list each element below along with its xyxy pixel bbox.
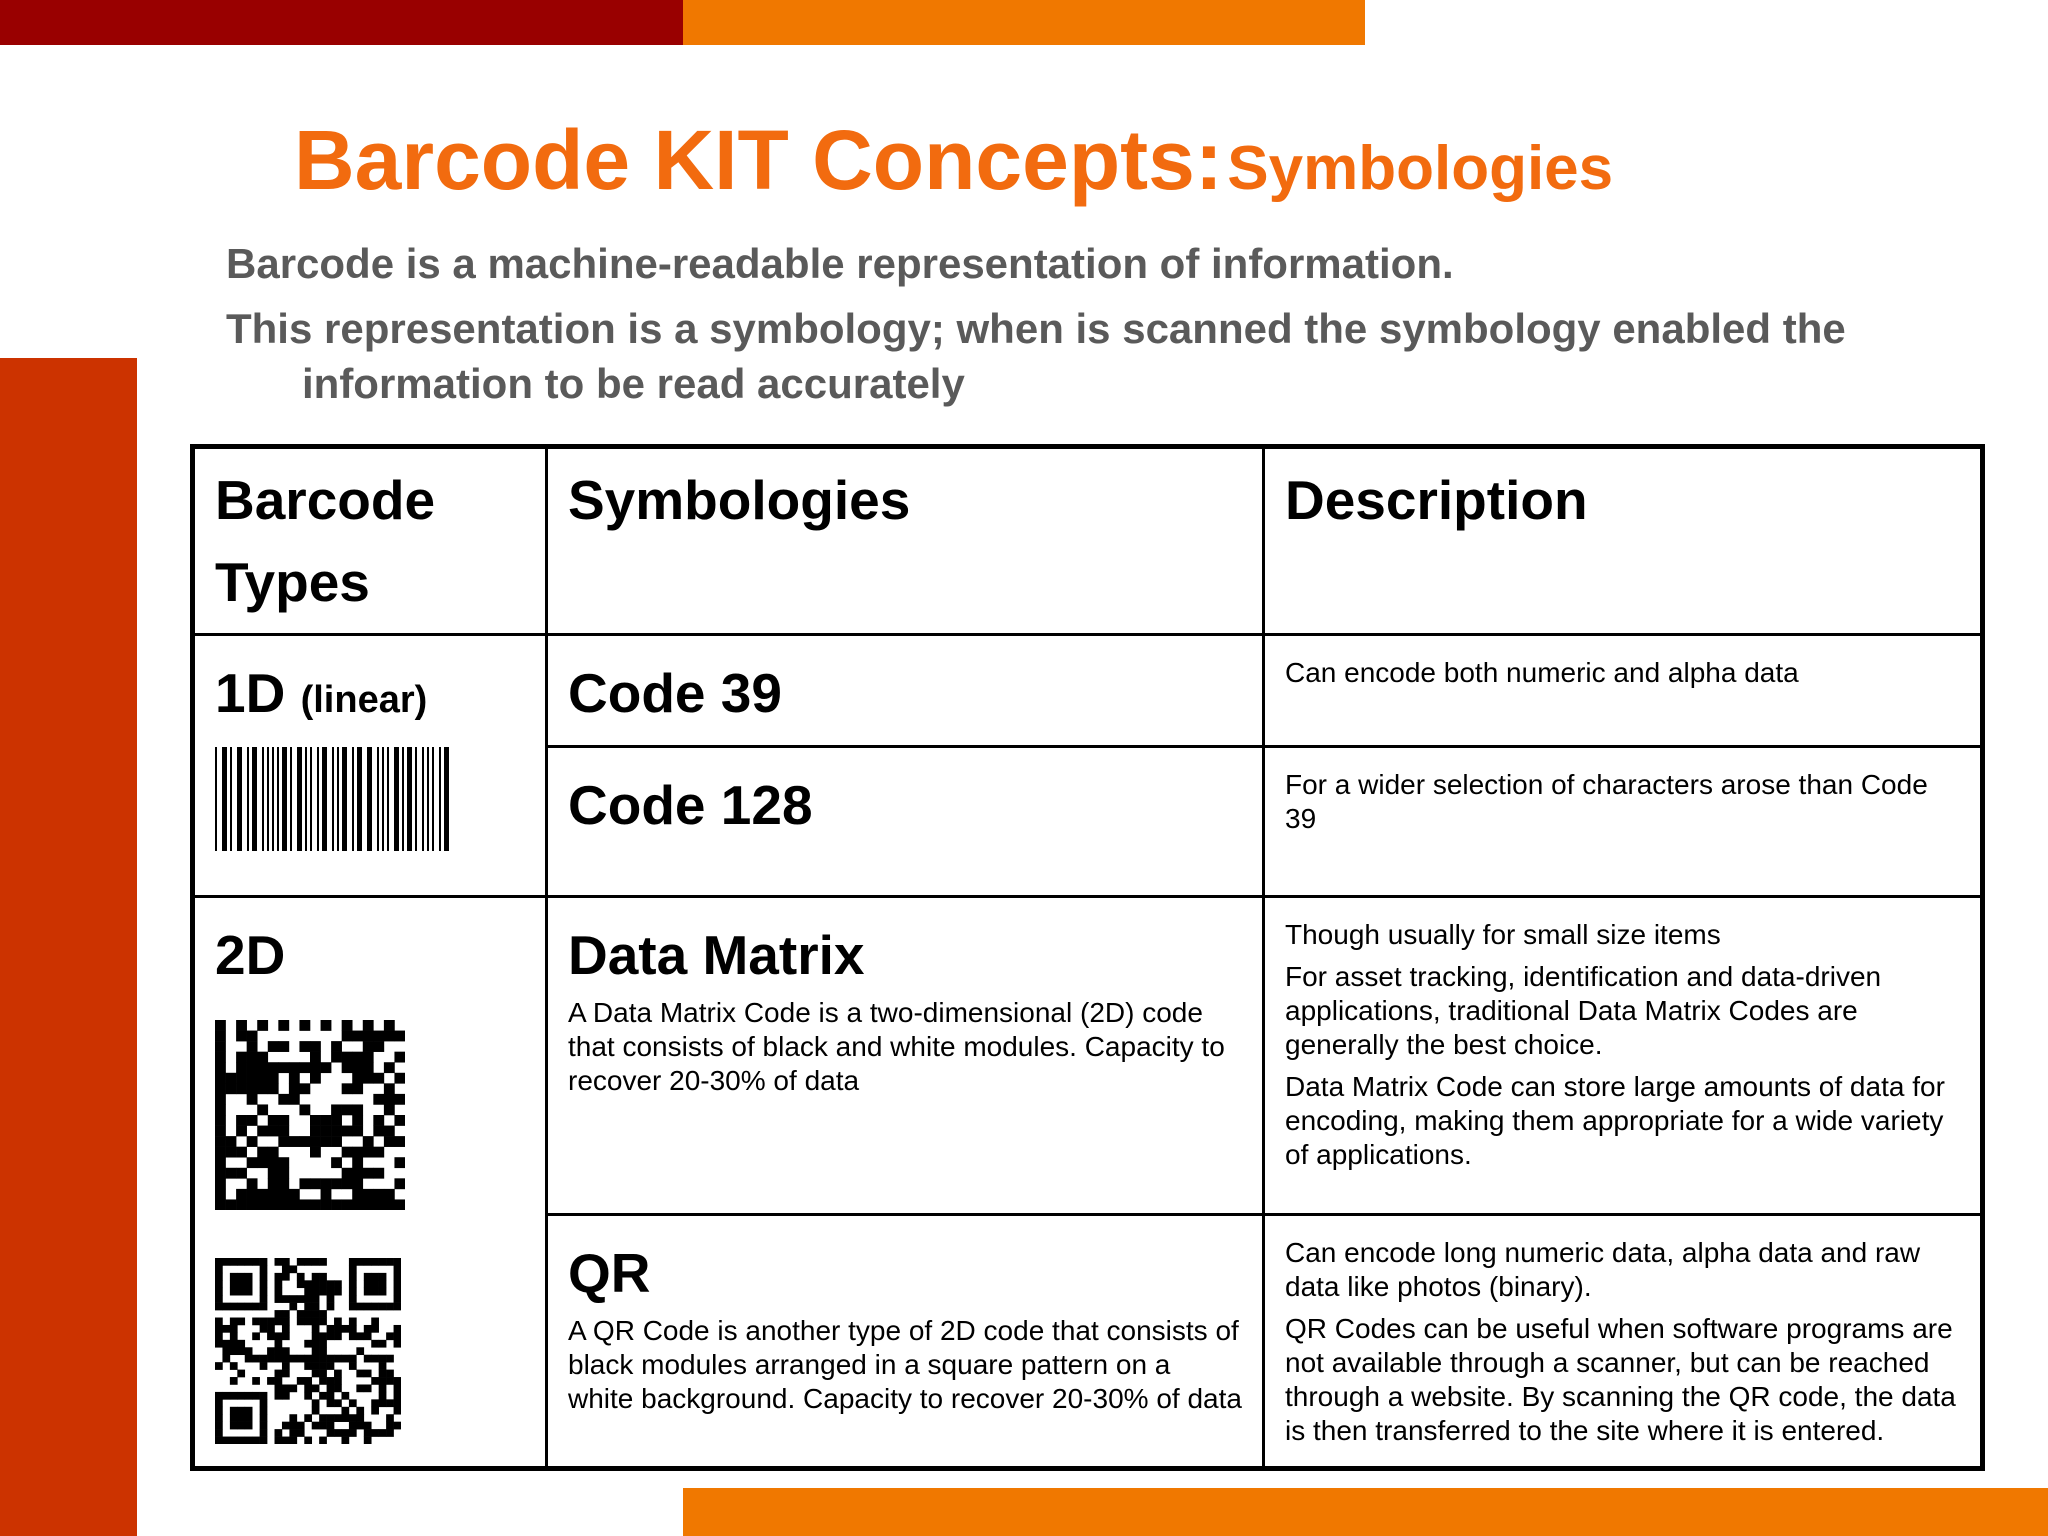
- datamatrix-name: Data Matrix: [568, 924, 865, 986]
- header-description: Description: [1285, 469, 1588, 531]
- symbology-cell-datamatrix: [547, 897, 1264, 1215]
- type-1d-label: [215, 658, 525, 735]
- intro-line-1: Barcode is a machine-readable representation of information.: [226, 240, 1454, 287]
- intro-line-2: This representation is a symbology; when is scanned the symbology enabled the information to be read accurately: [226, 305, 1846, 407]
- type-2d-label: 2D: [215, 924, 286, 986]
- table-row-datamatrix: [193, 897, 1983, 1215]
- code128-name: Code 128: [568, 774, 813, 836]
- datamatrix-symbology-text: A Data Matrix Code is a two-dimensional (2D) code that consists of black and white modules. Capacity to recover 20-30% of data: [568, 997, 1225, 1096]
- qr-description: [1285, 1236, 1960, 1448]
- code128-description: For a wider selection of characters arose than Code 39: [1285, 769, 1928, 834]
- symbologies-table: [190, 444, 1985, 1471]
- symbology-cell-code39: [547, 635, 1264, 747]
- type-1d-note: (linear): [300, 679, 428, 721]
- type-cell-1d: [193, 635, 547, 897]
- left-accent-bar: [0, 358, 137, 1536]
- datamatrix-code-image: [215, 1020, 405, 1210]
- datamatrix-description: [1285, 918, 1960, 1172]
- linear-barcode-image: [215, 747, 451, 851]
- qr-description-line: Can encode long numeric data, alpha data and raw data like photos (binary).: [1285, 1237, 1921, 1302]
- datamatrix-description-line: For asset tracking, identification and data-driven applications, traditional Data Matrix Codes are generally the best choice.: [1285, 961, 1882, 1060]
- intro-text: [226, 236, 2016, 421]
- qr-name: QR: [568, 1242, 651, 1304]
- qr-code-image: [215, 1258, 401, 1444]
- qr-description-line: QR Codes can be useful when software programs are not available through a scanner, but can be reached through a website. By scanning the QR code, the data is then transferred to the site where it is entered.: [1285, 1313, 1956, 1446]
- table-row-code39: [193, 635, 1983, 747]
- type-1d-name: 1D: [215, 662, 286, 724]
- code39-name: Code 39: [568, 662, 782, 724]
- table-header-row: [193, 447, 1983, 635]
- bottom-accent-bar: [683, 1488, 2048, 1536]
- top-accent-bar-orange: [683, 0, 1365, 45]
- description-cell-qr: [1264, 1215, 1983, 1469]
- symbology-cell-qr: [547, 1215, 1264, 1469]
- header-symbologies: Symbologies: [568, 469, 911, 531]
- slide-title-sub: Symbologies: [1227, 134, 1614, 203]
- header-barcode-types: Barcode Types: [215, 469, 436, 613]
- header-cell-symbologies: [547, 447, 1264, 635]
- top-accent-bar-dark: [0, 0, 683, 45]
- description-cell-code128: [1264, 747, 1983, 897]
- header-cell-barcode-types: [193, 447, 547, 635]
- slide-title: [294, 113, 1614, 207]
- qr-symbology-text: A QR Code is another type of 2D code that consists of black modules arranged in a square pattern on a white background. Capacity to recover 20-30% of data: [568, 1315, 1242, 1414]
- type-cell-2d: [193, 897, 547, 1469]
- header-cell-description: [1264, 447, 1983, 635]
- datamatrix-description-line: Data Matrix Code can store large amounts of data for encoding, making them appropriate for a wide variety of applications.: [1285, 1071, 1945, 1170]
- datamatrix-description-line: Though usually for small size items: [1285, 919, 1721, 950]
- code39-description: Can encode both numeric and alpha data: [1285, 657, 1799, 688]
- slide-title-main: Barcode KIT Concepts:: [294, 113, 1223, 207]
- symbology-cell-code128: [547, 747, 1264, 897]
- description-cell-code39: [1264, 635, 1983, 747]
- description-cell-datamatrix: [1264, 897, 1983, 1215]
